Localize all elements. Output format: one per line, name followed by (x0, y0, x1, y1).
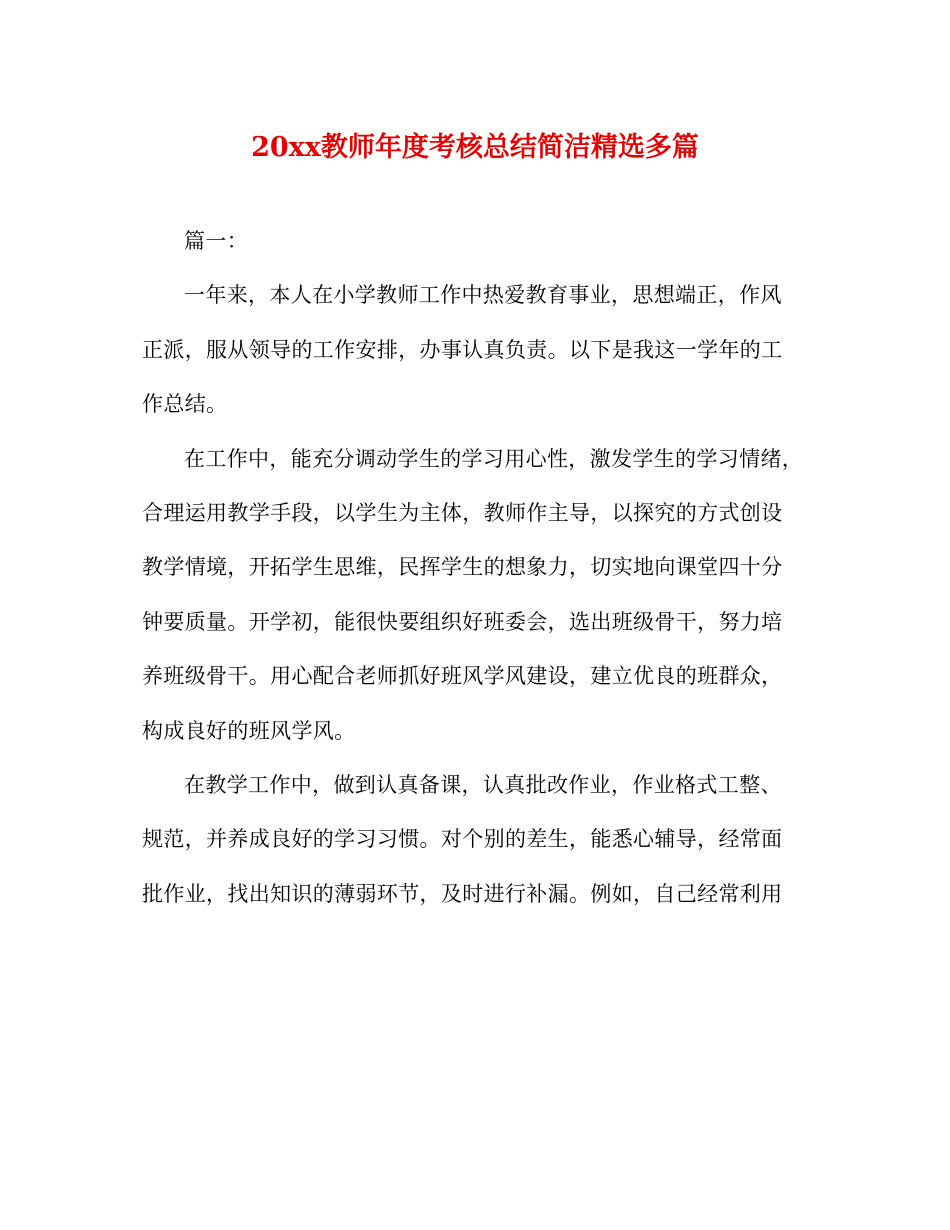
section-heading: 篇一： (184, 229, 249, 253)
paragraph-line: 在工作中，能充分调动学生的学习用心性，激发学生的学习情绪， (184, 446, 804, 471)
paragraph-line: 作总结。 (142, 392, 228, 417)
paragraph-line: 在教学工作中，做到认真备课，认真批改作业，作业格式工整、 (184, 772, 782, 797)
document-title: 20xx教师年度考核总结简洁精选多篇 (251, 132, 699, 163)
paragraph-line: 教学情境，开拓学生思维，民挥学生的想象力，切实地向课堂四十分 (142, 555, 783, 580)
paragraph-line: 合理运用教学手段，以学生为主体，教师作主导，以探究的方式创设 (142, 500, 783, 525)
paragraph-line: 规范，并养成良好的学习习惯。对个别的差生，能悉心辅导，经常面 (142, 827, 783, 852)
paragraph-line: 批作业，找出知识的薄弱环节，及时进行补漏。例如，自己经常利用 (142, 881, 783, 906)
paragraph-line: 构成良好的班风学风。 (142, 718, 356, 743)
paragraph-line: 钟要质量。开学初，能很快要组织好班委会，选出班级骨干，努力培 (142, 609, 783, 634)
paragraph-line: 正派，服从领导的工作安排，办事认真负责。以下是我这一学年的工 (142, 337, 783, 362)
paragraph-line: 一年来，本人在小学教师工作中热爱教育事业，思想端正，作风 (184, 283, 782, 308)
document-body (142, 224, 812, 931)
paragraph-line: 养班级骨干。用心配合老师抓好班风学风建设，建立优良的班群众， (142, 664, 783, 689)
